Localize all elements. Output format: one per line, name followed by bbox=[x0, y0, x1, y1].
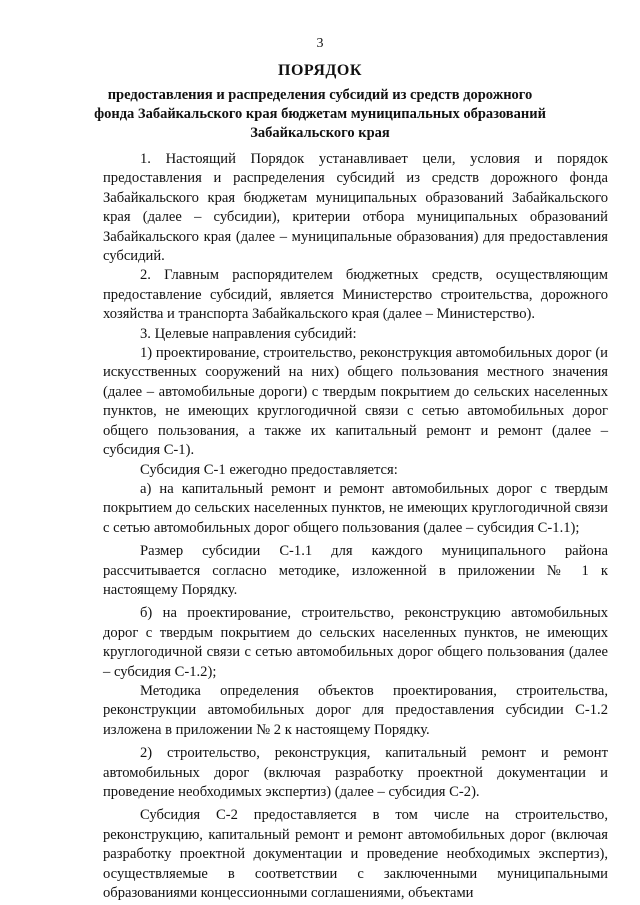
paragraph-6: а) на капитальный ремонт и ремонт автомобильных дорог с твердым покрытием до сельских населенных пунктов, не имеющих круглогодичной связи с сетью автомобильных дорог общего пользования (далее – субсидия С-1.1); bbox=[103, 480, 608, 536]
document-body bbox=[103, 150, 608, 903]
document-header bbox=[60, 62, 580, 143]
paragraph-11: Субсидия С-2 предоставляется в том числе на строительство, реконструкцию, капитальный ремонт и ремонт автомобильных дорог (включая разработку проектной документации и проведение необходимых экспертиз), осуществляемые в соответствии с заключенными муниципальными образованиями концессионными соглашениями, объектами bbox=[103, 807, 608, 902]
paragraph-4: 1) проектирование, строительство, реконструкция автомобильных дорог (и искусственных сооружений на них) общего пользования местного значения (далее – автомобильные дороги) с твердым покрытием до сельских населенных пунктов, не имеющих круглогодичной связи с сетью автомобильных дорог общего пользования, а также их капитальный ремонт и ремонт (далее – субсидия С-1). bbox=[103, 345, 608, 459]
document-subtitle bbox=[60, 86, 580, 143]
page-number: 3 bbox=[316, 36, 324, 51]
paragraph-7: Размер субсидии С-1.1 для каждого муниципального района рассчитывается согласно методике, изложенной в приложении № 1 к настоящему Порядку. bbox=[103, 543, 608, 598]
subtitle-line: фонда Забайкальского края бюджетам муниципальных образований bbox=[94, 106, 546, 122]
paragraph-2: 2. Главным распорядителем бюджетных средств, осуществляющим предоставление субсидий, является Министерство строительства, дорожного хозяйства и транспорта Забайкальского края (далее – Министерство). bbox=[103, 267, 608, 323]
paragraph-10: 2) строительство, реконструкция, капитальный ремонт и ремонт автомобильных дорог (включая разработку проектной документации и проведение необходимых экспертиз) (далее – субсидия С-2). bbox=[103, 745, 608, 800]
document-title: ПОРЯДОК bbox=[278, 62, 362, 79]
paragraph-3: 3. Целевые направления субсидий: bbox=[140, 325, 357, 342]
paragraph-5: Субсидия С-1 ежегодно предоставляется: bbox=[140, 461, 398, 478]
paragraph-8: б) на проектирование, строительство, реконструкцию автомобильных дорог с твердым покрытием до сельских населенных пунктов, не имеющих круглогодичной связи с сетью автомобильных дорог общего пользования (далее – субсидия С-1.2); bbox=[103, 605, 608, 680]
paragraph-1: 1. Настоящий Порядок устанавливает цели, условия и порядок предоставления и распределения субсидий из средств дорожного фонда Забайкальского края бюджетам муниципальных образований Забайкальского края (далее – субсидии), критерии отбора муниципальных образований Забайкальского края (далее – муниципальные образования) для предоставления субсидий. bbox=[103, 151, 608, 265]
subtitle-line: предоставления и распределения субсидий из средств дорожного bbox=[107, 87, 533, 103]
subtitle-line: Забайкальского края bbox=[250, 125, 390, 141]
paragraph-9: Методика определения объектов проектирования, строительства, реконструкции автомобильных дорог для предоставления субсидии С-1.2 изложена в приложении № 2 к настоящему Порядку. bbox=[103, 682, 608, 738]
